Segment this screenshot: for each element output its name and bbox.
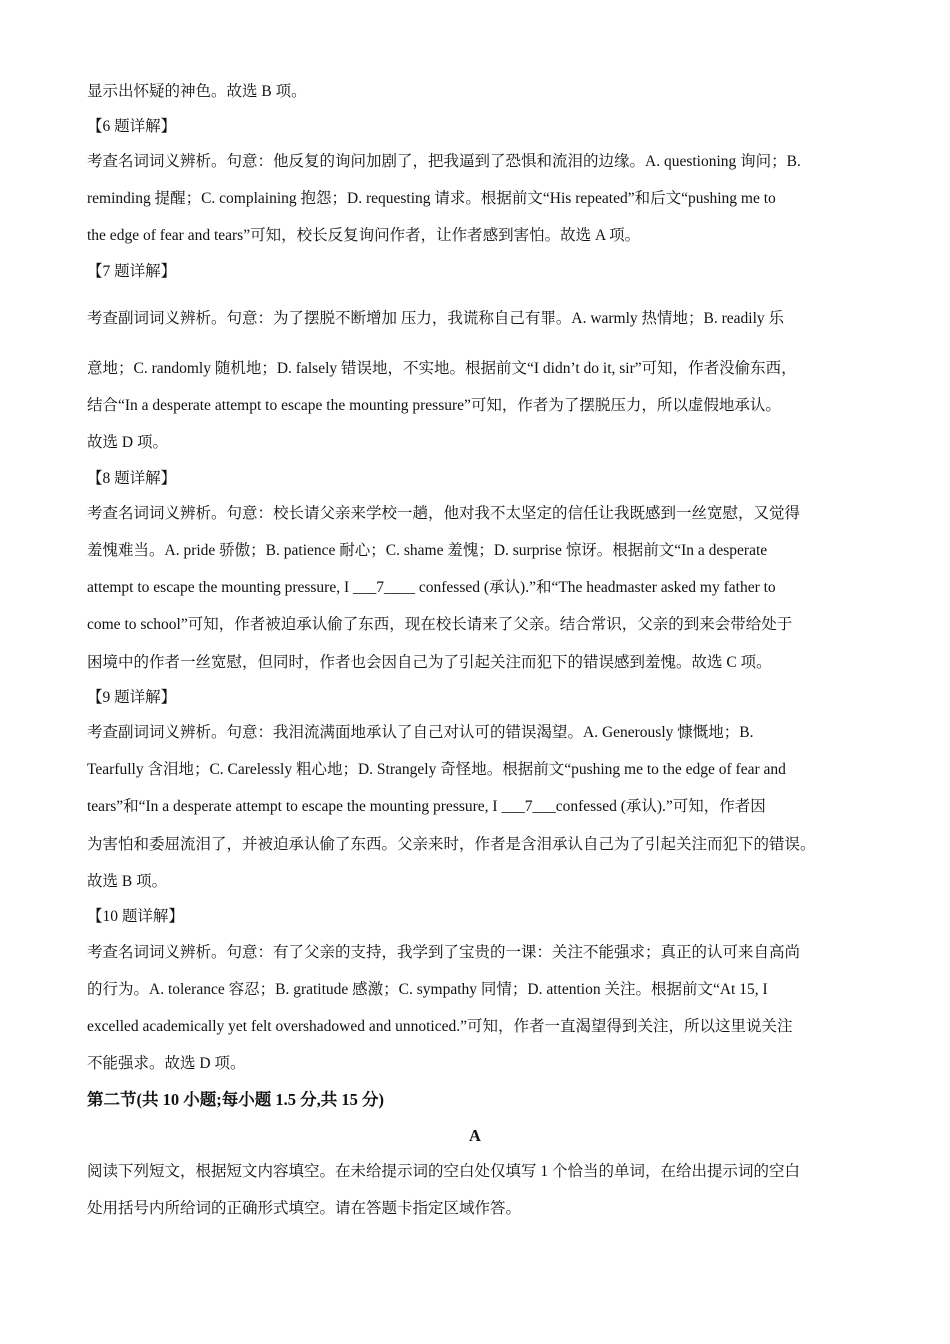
question-6-heading: 【6 题详解】 bbox=[87, 118, 177, 135]
question-10-heading: 【10 题详解】 bbox=[87, 908, 184, 925]
text-line: reminding 提醒；C. complaining 抱怨；D. requesting 请求。根据前文“His repeated”和后文“pushing me to bbox=[87, 190, 776, 207]
text-line: the edge of fear and tears”可知，校长反复询问作者，让作者感到害怕。故选 A 项。 bbox=[87, 227, 641, 244]
section-title: 第二节(共 10 小题;每小题 1.5 分,共 15 分) bbox=[87, 1090, 384, 1109]
question-8-heading: 【8 题详解】 bbox=[87, 470, 177, 487]
text-line: 考查副词词义辨析。句意：为了摆脱不断增加 压力，我谎称自己有罪。A. warmly 热情地；B. readily 乐 bbox=[87, 310, 785, 327]
text-line: 为害怕和委屈流泪了，并被迫承认偷了东西。父亲来时，作者是含泪承认自己为了引起关注而犯下的错误。 bbox=[87, 836, 816, 853]
text-line: 考查名词词义辨析。句意：校长请父亲来学校一趟，他对我不太坚定的信任让我既感到一丝宽慰，又觉得 bbox=[87, 505, 801, 522]
text-line: 故选 D 项。 bbox=[87, 434, 168, 451]
text-line: 考查副词词义辨析。句意：我泪流满面地承认了自己对认可的错误渴望。A. Generously 慷慨地；B. bbox=[87, 724, 754, 741]
instruction-line: 阅读下列短文，根据短文内容填空。在未给提示词的空白处仅填写 1 个恰当的单词，在给出提示词的空白 bbox=[87, 1163, 801, 1180]
text-line: Tearfully 含泪地；C. Carelessly 粗心地；D. Strangely 奇怪地。根据前文“pushing me to the edge of fear and bbox=[87, 761, 786, 778]
instruction-line: 处用括号内所给词的正确形式填空。请在答题卡指定区域作答。 bbox=[87, 1200, 522, 1217]
text-line: 考查名词词义辨析。句意：有了父亲的支持，我学到了宝贵的一课：关注不能强求；真正的认可来自高尚 bbox=[87, 944, 801, 961]
text-line: tears”和“In a desperate attempt to escape the mounting pressure, I ___7___confessed (承认).”可知，作者因 bbox=[87, 798, 766, 815]
question-9-heading: 【9 题详解】 bbox=[87, 689, 177, 706]
text-line: 的行为。A. tolerance 容忍；B. gratitude 感激；C. sympathy 同情；D. attention 关注。根据前文“At 15, I bbox=[87, 981, 768, 998]
text-line: 显示出怀疑的神色。故选 B 项。 bbox=[87, 83, 307, 100]
question-7-heading: 【7 题详解】 bbox=[87, 263, 177, 280]
text-line: 意地；C. randomly 随机地；D. falsely 错误地，不实地。根据前文“I didn’t do it, sir”可知，作者没偷东西， bbox=[87, 360, 797, 377]
passage-label: A bbox=[469, 1126, 481, 1145]
text-line: 不能强求。故选 D 项。 bbox=[87, 1055, 246, 1072]
text-line: excelled academically yet felt overshadowed and unnoticed.”可知，作者一直渴望得到关注，所以这里说关注 bbox=[87, 1018, 793, 1035]
text-line: 困境中的作者一丝宽慰，但同时，作者也会因自己为了引起关注而犯下的错误感到羞愧。故选 C 项。 bbox=[87, 654, 772, 671]
text-line: come to school”可知，作者被迫承认偷了东西，现在校长请来了父亲。结合常识，父亲的到来会带给处于 bbox=[87, 616, 793, 633]
text-line: 故选 B 项。 bbox=[87, 873, 168, 890]
text-line: 考查名词词义辨析。句意：他反复的询问加剧了，把我逼到了恐惧和流泪的边缘。A. questioning 询问；B. bbox=[87, 153, 801, 170]
text-line: attempt to escape the mounting pressure, I ___7____ confessed (承认).”和“The headmaster asked my father to bbox=[87, 579, 776, 596]
text-line: 结合“In a desperate attempt to escape the mounting pressure”可知，作者为了摆脱压力，所以虚假地承认。 bbox=[87, 397, 781, 414]
text-line: 羞愧难当。A. pride 骄傲；B. patience 耐心；C. shame 羞愧；D. surprise 惊讶。根据前文“In a desperate bbox=[87, 542, 768, 559]
